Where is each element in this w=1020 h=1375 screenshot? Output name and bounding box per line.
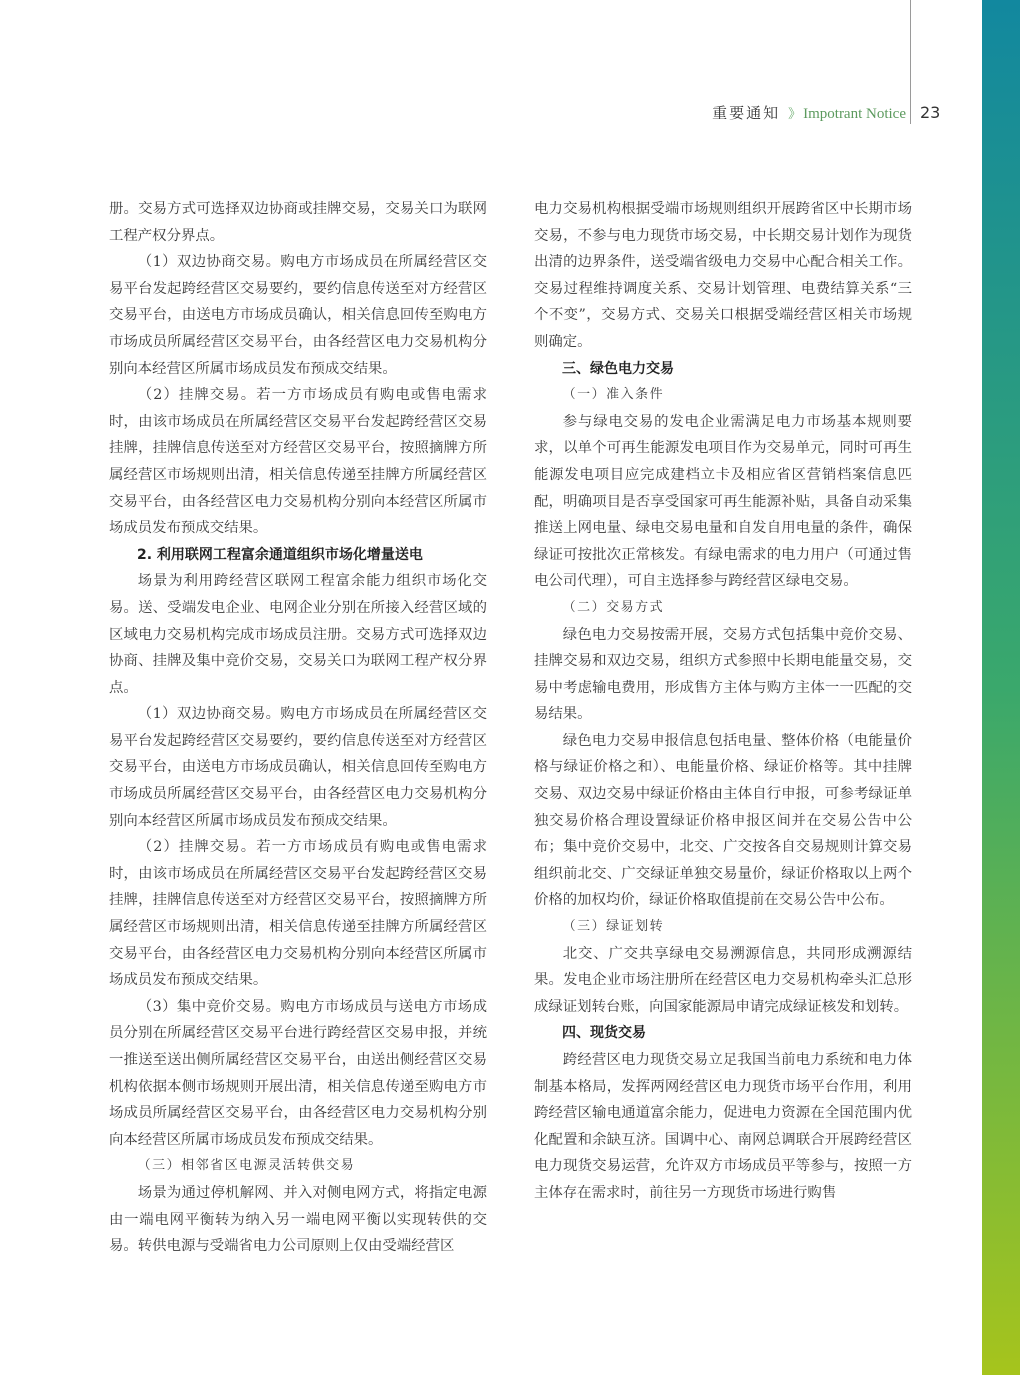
paragraph: 电力交易机构根据受端市场规则组织开展跨省区中长期市场交易，不参与电力现货市场交易，中长期交易计划作为现货出清的边界条件，送受端省级电力交易中心配合相关工作。交易过程维持调度关系、交易计划管理、电费结算关系“三个不变”，交易方式、交易关口根据受端经营区相关市场规则确定。 bbox=[534, 201, 912, 350]
decorative-gradient-sidebar bbox=[982, 0, 1020, 1375]
right-text-column bbox=[534, 196, 912, 1207]
header-divider-line bbox=[910, 0, 911, 124]
section-heading: 三、绿色电力交易 bbox=[562, 360, 674, 377]
section-title-chinese: 重要通知 bbox=[712, 104, 781, 122]
left-text-column bbox=[109, 196, 487, 1260]
section-heading: 四、现货交易 bbox=[562, 1025, 646, 1042]
paragraph: 册。交易方式可选择双边协商或挂牌交易，交易关口为联网工程产权分界点。 bbox=[109, 201, 487, 244]
paragraph: （2）挂牌交易。若一方市场成员有购电或售电需求时，由该市场成员在所属经营区交易平台发起跨经营区交易挂牌，挂牌信息传送至对方经营区交易平台，按照摘牌方所属经营区市场规则出清，相关信息传递至挂牌方所属经营区交易平台，由各经营区电力交易机构分别向本经营区所属市场成员发布预成交结果。 bbox=[109, 839, 487, 989]
page-number: 23 bbox=[920, 103, 941, 122]
paragraph: （1）双边协商交易。购电方市场成员在所属经营区交易平台发起跨经营区交易要约，要约信息传送至对方经营区交易平台，由送电方市场成员确认，相关信息回传至购电方市场成员所属经营区交易平台，由各经营区电力交易机构分别向本经营区所属市场成员发布预成交结果。 bbox=[109, 254, 487, 377]
paragraph: 北交、广交共享绿电交易溯源信息，共同形成溯源结果。发电企业市场注册所在经营区电力交易机构牵头汇总形成绿证划转台账，向国家能源局申请完成绿证核发和划转。 bbox=[534, 945, 912, 1015]
paragraph: 绿色电力交易按需开展，交易方式包括集中竞价交易、挂牌交易和双边交易，组织方式参照中长期电能量交易，交易中考虑输电费用，形成售方主体与购方主体一一匹配的交易结果。 bbox=[534, 626, 912, 723]
paragraph: 绿色电力交易申报信息包括电量、整体价格（电能量价格与绿证价格之和）、电能量价格、绿证价格等。其中挂牌交易、双边交易中绿证价格由主体自行申报，可参考绿证单独交易价格合理设置绿证价格申报区间并在交易公告中公布；集中竞价交易中，北交、广交按各自交易规则计算交易组织前北交、广交绿证单独交易量价，绿证价格取以上两个价格的加权均价，绿证价格取值提前在交易公告中公布。 bbox=[534, 732, 912, 909]
paragraph: （3）集中竞价交易。购电方市场成员与送电方市场成员分别在所属经营区交易平台进行跨经营区交易申报，并统一推送至送出侧所属经营区交易平台，由送出侧经营区交易机构依据本侧市场规则开展出清，相关信息传递至购电方市场成员所属经营区交易平台，由各经营区电力交易机构分别向本经营区所属市场成员发布预成交结果。 bbox=[109, 998, 487, 1148]
paragraph: （2）挂牌交易。若一方市场成员有购电或售电需求时，由该市场成员在所属经营区交易平台发起跨经营区交易挂牌，挂牌信息传送至对方经营区交易平台，按照摘牌方所属经营区市场规则出清，相关信息传递至挂牌方所属经营区交易平台，由各经营区电力交易机构分别向本经营区所属市场成员发布预成交结果。 bbox=[109, 387, 487, 537]
section-title-english: Impotrant Notice bbox=[803, 106, 906, 122]
paragraph: 场景为通过停机解网、并入对侧电网方式，将指定电源由一端电网平衡转为纳入另一端电网平衡以实现转供的交易。转供电源与受端省电力公司原则上仅由受端经营区 bbox=[109, 1184, 487, 1255]
subsection-heading: （二）交易方式 bbox=[562, 599, 665, 615]
paragraph: 参与绿电交易的发电企业需满足电力市场基本规则要求，以单个可再生能源发电项目作为交易单元，同时可再生能源发电项目应完成建档立卡及相应省区营销档案信息匹配，明确项目是否享受国家可再生能源补贴，具备自动采集推送上网电量、绿电交易电量和自发自用电量的条件，确保绿证可按批次正常核发。有绿电需求的电力用户（可通过售电公司代理），可自主选择参与跨经营区绿电交易。 bbox=[534, 413, 912, 590]
subsection-heading: （三）绿证划转 bbox=[562, 919, 665, 935]
paragraph: 场景为利用跨经营区联网工程富余能力组织市场化交易。送、受端发电企业、电网企业分别在所接入经营区域的区域电力交易机构完成市场成员注册。交易方式可选择双边协商、挂牌及集中竞价交易，交易关口为联网工程产权分界点。 bbox=[109, 573, 487, 696]
section-heading: 2. 利用联网工程富余通道组织市场化增量送电 bbox=[137, 546, 423, 563]
paragraph: 跨经营区电力现货交易立足我国当前电力系统和电力体制基本格局，发挥两网经营区电力现货市场平台作用，利用跨经营区输电通道富余能力，促进电力资源在全国范围内优化配置和余缺互济。国调中心、南网总调联合开展跨经营区电力现货交易运营，允许双方市场成员平等参与，按照一方主体存在需求时，前往另一方现货市场进行购售 bbox=[534, 1052, 912, 1201]
subsection-heading: （一）准入条件 bbox=[562, 387, 665, 403]
page-header bbox=[600, 102, 906, 124]
subsection-heading: （三）相邻省区电源灵活转供交易 bbox=[137, 1158, 356, 1174]
paragraph: （1）双边协商交易。购电方市场成员在所属经营区交易平台发起跨经营区交易要约，要约信息传送至对方经营区交易平台，由送电方市场成员确认，相关信息回传至购电方市场成员所属经营区交易平台，由各经营区电力交易机构分别向本经营区所属市场成员发布预成交结果。 bbox=[109, 706, 487, 829]
double-chevron-right-icon: 》 bbox=[788, 107, 802, 122]
